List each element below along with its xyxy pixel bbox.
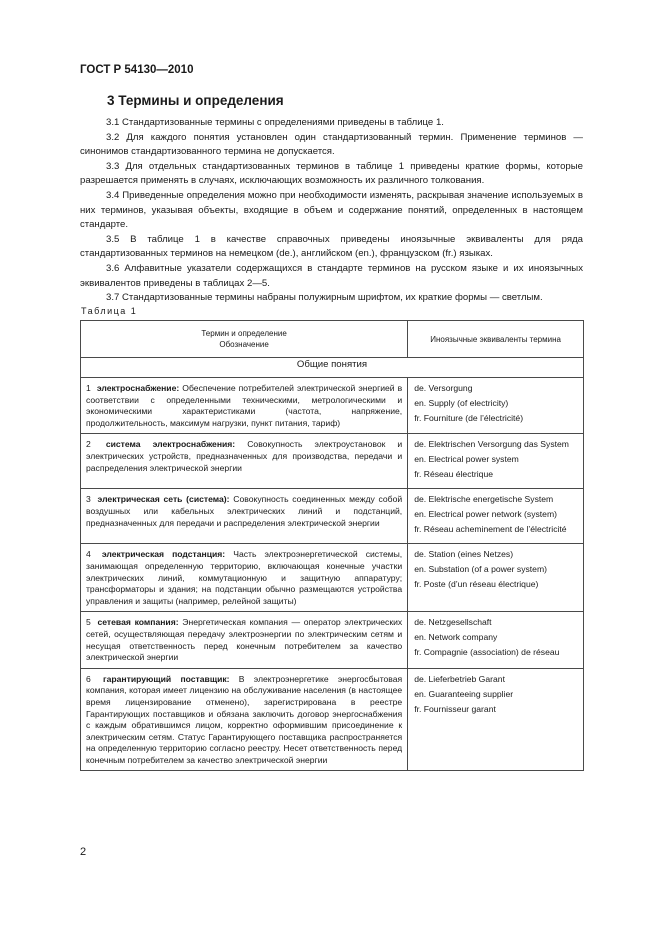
term-definition: Обеспечение потребителей электрической энергией в соответствии с определенными техническими, метрологическими и экономическими характеристиками (частота, напряжение, продолжительность, максимум нагрузки, пункт питания, тариф) (86, 383, 403, 428)
term-definition-cell (81, 668, 408, 771)
equivalent-en: en. Electrical power system (414, 454, 519, 465)
table-row (81, 612, 584, 668)
table-row (81, 378, 584, 434)
paragraph: 3.3 Для отдельных стандартизованных терминов в таблице 1 приведены краткие формы, которые разрешается применять в случаях, исключающих возможность их различного толкования. (80, 160, 583, 187)
table-row (81, 434, 584, 489)
term-number: 6 (86, 673, 91, 684)
equivalent-en: en. Supply (of electricity) (414, 398, 509, 408)
term-definition: Совокупность соединенных между собой воздушных или кабельных электрических линий и подстанций, предназначенных для передачи и распределения электрической энергии (86, 494, 403, 528)
page-number: 2 (80, 846, 87, 858)
term-number: 1 (86, 383, 91, 393)
paragraph: 3.7 Стандартизованные термины набраны полужирным шрифтом, их краткие формы — светлым. (106, 292, 543, 304)
header-term-label: Термин и определение (201, 329, 287, 338)
equivalent-de: de. Versorgung (414, 383, 473, 393)
table-row (81, 489, 584, 544)
term-number: 2 (86, 439, 91, 450)
term-name: система электроснабжения: (105, 439, 236, 450)
term-number: 3 (86, 494, 91, 505)
group-row (81, 358, 584, 378)
table-header-row (81, 321, 584, 358)
paragraph: 3.6 Алфавитные указатели содержащихся в стандарте терминов на русском языке и их иноязычных эквивалентов приведены в таблицах 2—5. (80, 262, 583, 289)
term-definition-cell (81, 544, 408, 612)
equivalent-en: en. Substation (of a power system) (414, 564, 547, 575)
term-definition-cell (81, 378, 408, 434)
equivalents-cell (408, 544, 584, 612)
header-designation-label: Обозначение (219, 340, 269, 349)
term-definition-cell (81, 434, 408, 489)
equivalent-fr: fr. Compagnie (association) de réseau (414, 647, 560, 658)
equivalent-fr: fr. Fourniture (de l’électricité) (414, 413, 524, 423)
table-caption: Таблица 1 (81, 306, 138, 316)
term-number: 5 (86, 617, 91, 628)
table-row (81, 668, 584, 771)
term-definition-cell (81, 489, 408, 544)
equivalent-en: en. Guaranteeing supplier (414, 688, 514, 699)
equivalents-cell (408, 612, 584, 668)
equivalents-cell (408, 378, 584, 434)
equivalent-en: en. Network company (414, 632, 498, 643)
intro-paragraphs (80, 116, 583, 306)
section-title: 3 Термины и определения (107, 93, 284, 108)
equivalent-de: de. Station (eines Netzes) (414, 549, 514, 560)
term-definition: Часть электроэнергетической системы, занимающая определенную территорию, включающая конечные участки электрических линий, коммутационную и защитную аппаратуру; трансформаторы и здания; на подстанции обычно размещаются устройства управления и защиты (например, релейной защиты) (86, 549, 403, 606)
group-title: Общие понятия (81, 358, 584, 378)
paragraph: 3.5 В таблице 1 в качестве справочных приведены иноязычные эквиваленты для ряда стандартизованных терминов на немецком (de.), английском (en.), французском (fr.) языках. (80, 233, 583, 260)
term-name: сетевая компания: (97, 617, 179, 628)
term-definition: Энергетическая компания — оператор электрических сетей, осуществляющая передачу электроэнергии по электрическим сетям и несущая ответственность перед конечным потребителем за качество электрической энергии (86, 617, 403, 663)
equivalent-de: de. Netzgesellschaft (414, 617, 492, 628)
table-row (81, 544, 584, 612)
term-name: электроснабжение: (96, 383, 180, 393)
term-definition: В электроэнергетике энергосбытовая компания, которая имеет лицензию на обслуживание населения (в настоящее время лицензирование отменено), зарегистрирована в реестре Гарантирующих поставщиков и обязана заключить договор энергоснабжения с каждым обратившимся лицом, корректно оформившим присоединение к электрическим сетям. Статус Гарантирующего поставщика распространяется на определенную территорию согласно реестру. Несет ответственность перед конечным потребителем за качество электрической энергии (86, 673, 403, 765)
equivalent-de: de. Lieferbetrieb Garant (414, 673, 505, 684)
standard-header: ГОСТ Р 54130—2010 (80, 64, 194, 76)
header-equivalents: Иноязычные эквиваленты термина (408, 321, 584, 358)
equivalent-en: en. Electrical power network (system) (414, 509, 557, 520)
equivalent-de: de. Elektrische energetische System (414, 494, 554, 505)
term-definition-cell (81, 612, 408, 668)
term-definition: Совокупность электроустановок и электрических устройств, предназначенных для производства, передачи и распределения электрической энергии (86, 439, 403, 473)
equivalents-cell (408, 668, 584, 771)
header-term-definition (81, 321, 408, 358)
equivalent-fr: fr. Réseau acheminement de l’électricité (414, 524, 567, 535)
term-number: 4 (86, 549, 91, 560)
paragraph: 3.4 Приведенные определения можно при необходимости изменять, раскрывая значение используемых в них терминов, указывая объекты, входящие в объем и содержание понятий, определенных в настоящем стандарте. (80, 189, 583, 231)
equivalent-fr: fr. Fournisseur garant (414, 703, 496, 714)
equivalent-fr: fr. Réseau électrique (414, 469, 494, 480)
term-name: гарантирующий поставщик: (103, 673, 230, 684)
equivalent-de: de. Elektrischen Versorgung das System (414, 439, 569, 450)
equivalent-fr: fr. Poste (d’un réseau électrique) (414, 579, 539, 590)
terms-table (80, 320, 584, 771)
equivalents-cell (408, 489, 584, 544)
equivalents-cell (408, 434, 584, 489)
paragraph: 3.1 Стандартизованные термины с определениями приведены в таблице 1. (106, 117, 444, 128)
term-name: электрическая подстанция: (101, 549, 226, 560)
term-name: электрическая сеть (система): (97, 494, 230, 505)
paragraph: 3.2 Для каждого понятия установлен один стандартизованный термин. Применение терминов — синонимов стандартизованного термина не допускается. (80, 131, 583, 158)
